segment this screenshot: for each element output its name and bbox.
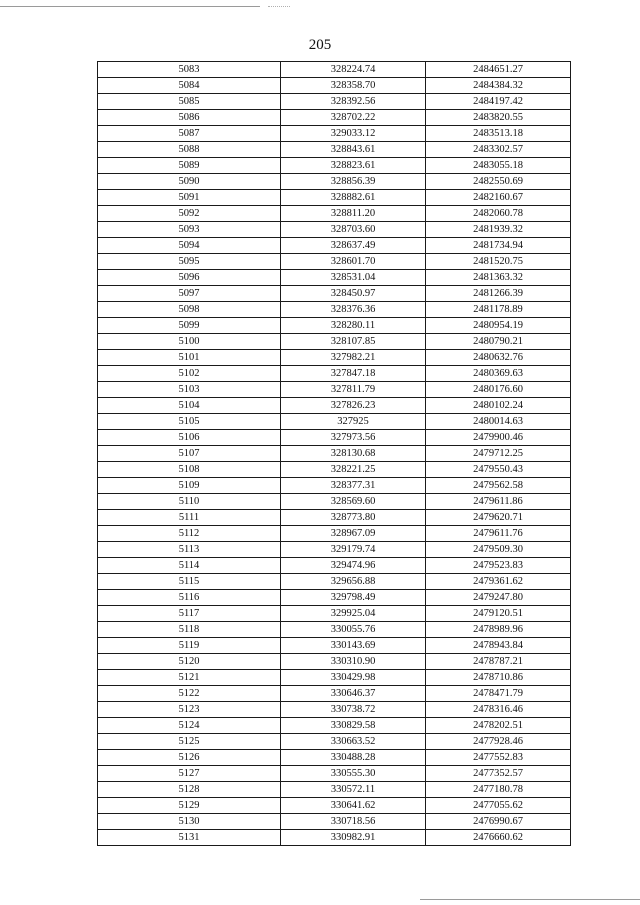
y-coordinate-cell: 2477352.57 <box>426 766 571 782</box>
y-coordinate-cell: 2479247.80 <box>426 590 571 606</box>
x-coordinate-cell: 330641.62 <box>281 798 426 814</box>
table-row <box>98 382 571 398</box>
point-id-cell: 5098 <box>98 302 281 318</box>
x-coordinate-cell: 329798.49 <box>281 590 426 606</box>
table-row <box>98 126 571 142</box>
coordinates-table <box>97 61 571 846</box>
point-id-cell: 5124 <box>98 718 281 734</box>
y-coordinate-cell: 2479509.30 <box>426 542 571 558</box>
table-row <box>98 542 571 558</box>
point-id-cell: 5087 <box>98 126 281 142</box>
table-row <box>98 526 571 542</box>
table-row <box>98 318 571 334</box>
point-id-cell: 5084 <box>98 78 281 94</box>
y-coordinate-cell: 2477055.62 <box>426 798 571 814</box>
x-coordinate-cell: 330663.52 <box>281 734 426 750</box>
point-id-cell: 5122 <box>98 686 281 702</box>
x-coordinate-cell: 330738.72 <box>281 702 426 718</box>
point-id-cell: 5109 <box>98 478 281 494</box>
x-coordinate-cell: 328703.60 <box>281 222 426 238</box>
y-coordinate-cell: 2480102.24 <box>426 398 571 414</box>
y-coordinate-cell: 2484651.27 <box>426 62 571 78</box>
x-coordinate-cell: 328601.70 <box>281 254 426 270</box>
table-row <box>98 174 571 190</box>
y-coordinate-cell: 2480014.63 <box>426 414 571 430</box>
point-id-cell: 5100 <box>98 334 281 350</box>
point-id-cell: 5090 <box>98 174 281 190</box>
coordinates-table-body <box>98 62 571 846</box>
x-coordinate-cell: 328358.70 <box>281 78 426 94</box>
y-coordinate-cell: 2478710.86 <box>426 670 571 686</box>
x-coordinate-cell: 328637.49 <box>281 238 426 254</box>
x-coordinate-cell: 328967.09 <box>281 526 426 542</box>
point-id-cell: 5120 <box>98 654 281 670</box>
table-row <box>98 462 571 478</box>
table-row <box>98 782 571 798</box>
x-coordinate-cell: 328531.04 <box>281 270 426 286</box>
table-row <box>98 254 571 270</box>
x-coordinate-cell: 329033.12 <box>281 126 426 142</box>
y-coordinate-cell: 2480954.19 <box>426 318 571 334</box>
table-row <box>98 654 571 670</box>
table-row <box>98 702 571 718</box>
x-coordinate-cell: 330555.30 <box>281 766 426 782</box>
y-coordinate-cell: 2479361.62 <box>426 574 571 590</box>
point-id-cell: 5108 <box>98 462 281 478</box>
point-id-cell: 5094 <box>98 238 281 254</box>
y-coordinate-cell: 2478787.21 <box>426 654 571 670</box>
point-id-cell: 5086 <box>98 110 281 126</box>
table-row <box>98 766 571 782</box>
point-id-cell: 5102 <box>98 366 281 382</box>
y-coordinate-cell: 2480632.76 <box>426 350 571 366</box>
y-coordinate-cell: 2479712.25 <box>426 446 571 462</box>
y-coordinate-cell: 2482060.78 <box>426 206 571 222</box>
point-id-cell: 5096 <box>98 270 281 286</box>
table-row <box>98 446 571 462</box>
scan-edge-line-top <box>0 6 260 7</box>
point-id-cell: 5115 <box>98 574 281 590</box>
point-id-cell: 5128 <box>98 782 281 798</box>
y-coordinate-cell: 2478989.96 <box>426 622 571 638</box>
x-coordinate-cell: 328856.39 <box>281 174 426 190</box>
table-row <box>98 190 571 206</box>
point-id-cell: 5118 <box>98 622 281 638</box>
table-row <box>98 206 571 222</box>
y-coordinate-cell: 2480369.63 <box>426 366 571 382</box>
table-row <box>98 478 571 494</box>
table-row <box>98 558 571 574</box>
table-row <box>98 622 571 638</box>
scan-edge-line-bottom <box>420 899 640 900</box>
x-coordinate-cell: 327925 <box>281 414 426 430</box>
x-coordinate-cell: 328811.20 <box>281 206 426 222</box>
table-row <box>98 414 571 430</box>
page-number: 205 <box>308 37 332 53</box>
y-coordinate-cell: 2477180.78 <box>426 782 571 798</box>
x-coordinate-cell: 328224.74 <box>281 62 426 78</box>
y-coordinate-cell: 2481178.89 <box>426 302 571 318</box>
x-coordinate-cell: 330488.28 <box>281 750 426 766</box>
point-id-cell: 5105 <box>98 414 281 430</box>
point-id-cell: 5091 <box>98 190 281 206</box>
y-coordinate-cell: 2477552.83 <box>426 750 571 766</box>
table-row <box>98 798 571 814</box>
x-coordinate-cell: 328569.60 <box>281 494 426 510</box>
y-coordinate-cell: 2482550.69 <box>426 174 571 190</box>
table-row <box>98 94 571 110</box>
point-id-cell: 5125 <box>98 734 281 750</box>
x-coordinate-cell: 328377.31 <box>281 478 426 494</box>
table-row <box>98 686 571 702</box>
table-row <box>98 222 571 238</box>
y-coordinate-cell: 2483820.55 <box>426 110 571 126</box>
y-coordinate-cell: 2477928.46 <box>426 734 571 750</box>
x-coordinate-cell: 330429.98 <box>281 670 426 686</box>
table-row <box>98 750 571 766</box>
x-coordinate-cell: 330572.11 <box>281 782 426 798</box>
point-id-cell: 5119 <box>98 638 281 654</box>
x-coordinate-cell: 330718.56 <box>281 814 426 830</box>
table-row <box>98 398 571 414</box>
y-coordinate-cell: 2484384.32 <box>426 78 571 94</box>
point-id-cell: 5127 <box>98 766 281 782</box>
x-coordinate-cell: 328280.11 <box>281 318 426 334</box>
y-coordinate-cell: 2481520.75 <box>426 254 571 270</box>
y-coordinate-cell: 2482160.67 <box>426 190 571 206</box>
x-coordinate-cell: 329179.74 <box>281 542 426 558</box>
x-coordinate-cell: 328130.68 <box>281 446 426 462</box>
table-row <box>98 606 571 622</box>
table-row <box>98 286 571 302</box>
x-coordinate-cell: 330829.58 <box>281 718 426 734</box>
point-id-cell: 5083 <box>98 62 281 78</box>
table-row <box>98 830 571 846</box>
table-row <box>98 78 571 94</box>
table-row <box>98 734 571 750</box>
y-coordinate-cell: 2478316.46 <box>426 702 571 718</box>
y-coordinate-cell: 2479550.43 <box>426 462 571 478</box>
table-row <box>98 62 571 78</box>
y-coordinate-cell: 2479900.46 <box>426 430 571 446</box>
y-coordinate-cell: 2481734.94 <box>426 238 571 254</box>
y-coordinate-cell: 2479523.83 <box>426 558 571 574</box>
point-id-cell: 5126 <box>98 750 281 766</box>
y-coordinate-cell: 2481363.32 <box>426 270 571 286</box>
y-coordinate-cell: 2484197.42 <box>426 94 571 110</box>
point-id-cell: 5117 <box>98 606 281 622</box>
point-id-cell: 5097 <box>98 286 281 302</box>
x-coordinate-cell: 328843.61 <box>281 142 426 158</box>
point-id-cell: 5101 <box>98 350 281 366</box>
y-coordinate-cell: 2479611.76 <box>426 526 571 542</box>
x-coordinate-cell: 327847.18 <box>281 366 426 382</box>
x-coordinate-cell: 327826.23 <box>281 398 426 414</box>
x-coordinate-cell: 328823.61 <box>281 158 426 174</box>
table-row <box>98 718 571 734</box>
x-coordinate-cell: 328450.97 <box>281 286 426 302</box>
table-row <box>98 238 571 254</box>
x-coordinate-cell: 330143.69 <box>281 638 426 654</box>
point-id-cell: 5107 <box>98 446 281 462</box>
x-coordinate-cell: 327811.79 <box>281 382 426 398</box>
point-id-cell: 5110 <box>98 494 281 510</box>
table-row <box>98 590 571 606</box>
table-row <box>98 302 571 318</box>
y-coordinate-cell: 2480176.60 <box>426 382 571 398</box>
table-row <box>98 158 571 174</box>
point-id-cell: 5130 <box>98 814 281 830</box>
x-coordinate-cell: 329474.96 <box>281 558 426 574</box>
x-coordinate-cell: 328882.61 <box>281 190 426 206</box>
y-coordinate-cell: 2478202.51 <box>426 718 571 734</box>
x-coordinate-cell: 327973.56 <box>281 430 426 446</box>
x-coordinate-cell: 329656.88 <box>281 574 426 590</box>
point-id-cell: 5104 <box>98 398 281 414</box>
table-row <box>98 510 571 526</box>
point-id-cell: 5092 <box>98 206 281 222</box>
point-id-cell: 5095 <box>98 254 281 270</box>
x-coordinate-cell: 328392.56 <box>281 94 426 110</box>
x-coordinate-cell: 328107.85 <box>281 334 426 350</box>
x-coordinate-cell: 330310.90 <box>281 654 426 670</box>
point-id-cell: 5129 <box>98 798 281 814</box>
x-coordinate-cell: 330982.91 <box>281 830 426 846</box>
y-coordinate-cell: 2478943.84 <box>426 638 571 654</box>
table-row <box>98 430 571 446</box>
x-coordinate-cell: 328376.36 <box>281 302 426 318</box>
x-coordinate-cell: 329925.04 <box>281 606 426 622</box>
point-id-cell: 5099 <box>98 318 281 334</box>
point-id-cell: 5131 <box>98 830 281 846</box>
y-coordinate-cell: 2479620.71 <box>426 510 571 526</box>
x-coordinate-cell: 327982.21 <box>281 350 426 366</box>
point-id-cell: 5116 <box>98 590 281 606</box>
table-row <box>98 110 571 126</box>
y-coordinate-cell: 2476990.67 <box>426 814 571 830</box>
table-row <box>98 366 571 382</box>
y-coordinate-cell: 2479120.51 <box>426 606 571 622</box>
y-coordinate-cell: 2478471.79 <box>426 686 571 702</box>
point-id-cell: 5093 <box>98 222 281 238</box>
y-coordinate-cell: 2479611.86 <box>426 494 571 510</box>
y-coordinate-cell: 2480790.21 <box>426 334 571 350</box>
x-coordinate-cell: 330646.37 <box>281 686 426 702</box>
y-coordinate-cell: 2479562.58 <box>426 478 571 494</box>
table-row <box>98 814 571 830</box>
point-id-cell: 5114 <box>98 558 281 574</box>
y-coordinate-cell: 2476660.62 <box>426 830 571 846</box>
point-id-cell: 5112 <box>98 526 281 542</box>
table-row <box>98 142 571 158</box>
y-coordinate-cell: 2483513.18 <box>426 126 571 142</box>
point-id-cell: 5123 <box>98 702 281 718</box>
y-coordinate-cell: 2481266.39 <box>426 286 571 302</box>
table-row <box>98 494 571 510</box>
y-coordinate-cell: 2481939.32 <box>426 222 571 238</box>
x-coordinate-cell: 328221.25 <box>281 462 426 478</box>
point-id-cell: 5106 <box>98 430 281 446</box>
point-id-cell: 5111 <box>98 510 281 526</box>
x-coordinate-cell: 330055.76 <box>281 622 426 638</box>
table-row <box>98 638 571 654</box>
table-row <box>98 334 571 350</box>
scan-edge-mark-top <box>268 6 290 7</box>
table-row <box>98 670 571 686</box>
point-id-cell: 5089 <box>98 158 281 174</box>
table-row <box>98 270 571 286</box>
point-id-cell: 5113 <box>98 542 281 558</box>
point-id-cell: 5085 <box>98 94 281 110</box>
table-row <box>98 574 571 590</box>
x-coordinate-cell: 328773.80 <box>281 510 426 526</box>
point-id-cell: 5103 <box>98 382 281 398</box>
y-coordinate-cell: 2483302.57 <box>426 142 571 158</box>
point-id-cell: 5121 <box>98 670 281 686</box>
y-coordinate-cell: 2483055.18 <box>426 158 571 174</box>
table-row <box>98 350 571 366</box>
point-id-cell: 5088 <box>98 142 281 158</box>
x-coordinate-cell: 328702.22 <box>281 110 426 126</box>
